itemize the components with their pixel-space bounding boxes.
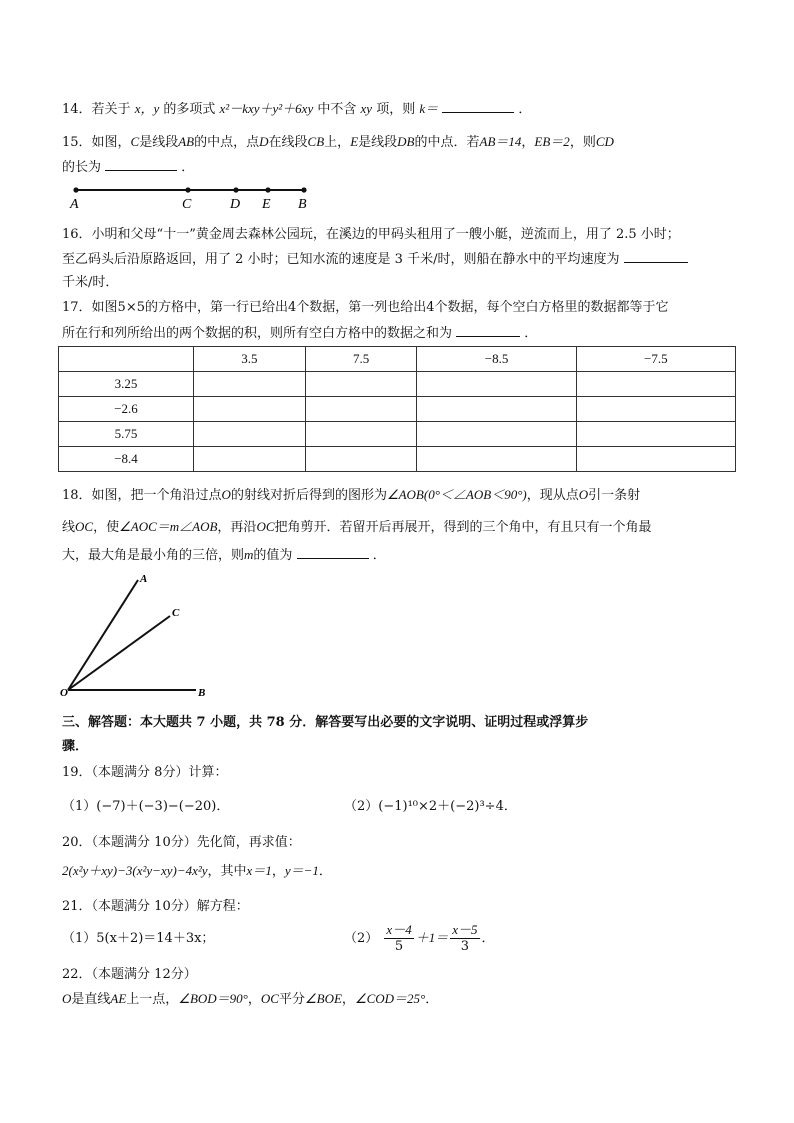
q21-mid: ＋1＝ — [415, 930, 449, 945]
question-14 — [62, 100, 531, 119]
question-15 — [62, 133, 614, 152]
q22-text: 平分 — [278, 992, 305, 1007]
label-d: D — [230, 197, 241, 212]
q15-segment-figure — [60, 180, 320, 212]
q18-text: 线 — [62, 520, 76, 535]
q18-condition: (0°＜∠AOB＜90°) — [423, 487, 527, 502]
q15-text: 的中点．若 — [414, 135, 480, 150]
blank-cell[interactable] — [576, 422, 735, 447]
q15-var: C — [130, 134, 140, 149]
fraction-1 — [384, 922, 413, 955]
question-16-line2 — [62, 250, 688, 269]
q15-text: 是线段 — [139, 135, 179, 150]
question-22-text — [62, 990, 438, 1009]
table-row — [59, 447, 736, 472]
row-label-cell: −8.4 — [59, 447, 194, 472]
answer-blank-17[interactable] — [456, 324, 520, 337]
question-15-line2 — [62, 158, 194, 177]
question-16-line1: 16．小明和父母“十一”黄金周去森林公园玩，在溪边的甲码头租用了一艘小艇，逆流而上，用了 2.5 小时； — [62, 227, 680, 242]
denominator: 5 — [394, 939, 404, 954]
table-header-cell: −8.5 — [417, 347, 576, 372]
q22-end: ． — [425, 992, 439, 1007]
q18-angle: ∠AOB — [386, 487, 424, 502]
q18-text: 大，最大角是最小角的三倍，则 — [62, 548, 245, 563]
table-row — [59, 372, 736, 397]
q22-cond: ∠BOE — [304, 991, 342, 1006]
q15-text: ， — [521, 135, 535, 150]
question-20-expression — [62, 862, 332, 881]
q15-end: ． — [181, 160, 195, 175]
label-c: C — [172, 607, 180, 619]
q14-vars: x，y — [134, 101, 160, 116]
q14-text: 中不含 — [317, 102, 357, 117]
q14-term: xy — [360, 101, 373, 116]
question-21-part1: （1）5(x＋2)＝14＋3x； — [62, 931, 215, 946]
blank-cell[interactable] — [194, 447, 306, 472]
q14-k: k＝ — [419, 101, 439, 116]
q22-cond: ∠BOD＝90° — [178, 991, 248, 1006]
table-header-row — [59, 347, 736, 372]
answer-blank-14[interactable] — [442, 100, 514, 113]
q18-text: 的值为 — [253, 548, 293, 563]
blank-cell[interactable] — [417, 422, 576, 447]
point-b — [301, 187, 306, 192]
section-3-heading-cont: 骤． — [62, 739, 89, 754]
answer-blank-16[interactable] — [624, 250, 688, 263]
q17-grid-table — [58, 346, 736, 472]
question-18-line2 — [62, 518, 652, 537]
ray-oc — [68, 616, 170, 690]
q15-text: 在线段 — [268, 135, 308, 150]
blank-cell[interactable] — [305, 397, 417, 422]
row-label-cell: 3.25 — [59, 372, 194, 397]
q18-end: ． — [372, 548, 386, 563]
question-18-line3 — [62, 546, 386, 565]
label-a: A — [140, 573, 148, 585]
question-20-title: 20．（本题满分 10分）先化简，再求值： — [62, 835, 301, 850]
q18-var: OC — [75, 519, 94, 534]
q14-end: ． — [518, 102, 532, 117]
q15-var: E — [350, 134, 359, 149]
q15-eq: EB＝2 — [534, 134, 570, 149]
q20-x: x＝1 — [246, 863, 272, 878]
label-e: E — [262, 197, 271, 212]
label-b: B — [298, 197, 307, 212]
q18-relation: ∠AOC＝m∠AOB — [119, 519, 218, 534]
numerator: x－4 — [386, 922, 412, 937]
question-19-part1: （1）(−7)＋(−3)−(−20)． — [62, 799, 230, 814]
blank-cell[interactable] — [417, 372, 576, 397]
answer-blank-15[interactable] — [105, 158, 177, 171]
q15-var: AB — [178, 134, 195, 149]
point-d — [233, 187, 238, 192]
point-e — [265, 187, 270, 192]
table-row — [59, 422, 736, 447]
q18-text: ，使 — [93, 520, 120, 535]
q22-text: ， — [341, 992, 355, 1007]
blank-cell[interactable] — [576, 372, 735, 397]
q15-text: 的长为 — [62, 160, 102, 175]
question-21-part2 — [344, 920, 495, 957]
q17-end: ． — [524, 326, 538, 341]
q18-text: ，再沿 — [217, 520, 257, 535]
question-18-line1 — [62, 486, 640, 505]
blank-cell[interactable] — [417, 397, 576, 422]
label-o: O — [60, 687, 68, 699]
question-17-line1: 17．如图5×5的方格中，第一行已给出4个数据，第一列也给出4个数据，每个空白方格里的数据都等于它 — [62, 300, 669, 315]
blank-cell[interactable] — [305, 372, 417, 397]
q15-text: 是线段 — [358, 135, 398, 150]
table-header-cell: 3.5 — [194, 347, 306, 372]
blank-cell[interactable] — [576, 447, 735, 472]
q22-var: O — [62, 991, 72, 1006]
table-corner-cell — [59, 347, 194, 372]
q22-text: 是直线 — [71, 992, 111, 1007]
q15-var: D — [259, 134, 269, 149]
q21-label: （2） — [344, 931, 379, 946]
question-19-part2: （2）(−1)¹⁰×2＋(−2)³÷4． — [344, 799, 517, 814]
fraction-2 — [450, 922, 479, 955]
blank-cell[interactable] — [194, 397, 306, 422]
point-c — [185, 187, 190, 192]
blank-cell[interactable] — [305, 422, 417, 447]
q15-var: CB — [307, 134, 325, 149]
q22-cond: ∠COD＝25° — [354, 991, 426, 1006]
denominator: 3 — [460, 939, 469, 954]
q14-prefix: 14．若关于 — [62, 102, 131, 117]
blank-cell[interactable] — [305, 447, 417, 472]
q14-text: 项，则 — [376, 102, 416, 117]
table-row — [59, 397, 736, 422]
q18-text: 的射线对折后得到的图形为 — [230, 488, 387, 503]
numerator: x－5 — [452, 922, 478, 937]
q18-var: m — [244, 547, 254, 562]
table-header-cell: 7.5 — [305, 347, 417, 372]
question-17-line2 — [62, 324, 537, 343]
label-c: C — [182, 197, 192, 212]
q20-expr: 2(x²y＋xy)−3(x²y−xy)−4x²y — [62, 863, 208, 878]
q18-angle-figure — [58, 570, 218, 702]
q15-eq: AB＝14 — [479, 134, 522, 149]
q20-text: ，其中 — [207, 864, 247, 879]
q22-var: OC — [260, 991, 279, 1006]
q18-var: O — [221, 487, 231, 502]
section-3-heading: 三、解答题：本大题共 7 小题，共 78 分．解答要写出必要的文字说明、证明过程或浮算步 — [62, 715, 589, 730]
q15-var: CD — [595, 134, 614, 149]
q18-var: O — [578, 487, 589, 502]
q18-text: ，现从点 — [526, 488, 579, 503]
q20-end: ． — [318, 864, 332, 879]
row-label-cell: 5.75 — [59, 422, 194, 447]
q22-text: 上一点， — [126, 992, 179, 1007]
question-16-line3: 千米/时． — [62, 275, 119, 290]
label-a: A — [70, 197, 79, 212]
q15-text: 上， — [324, 135, 351, 150]
q18-text: 把角剪开．若留开后再展开，得到的三个角中，有且只有一个角最 — [274, 520, 652, 535]
blank-cell[interactable] — [194, 422, 306, 447]
q14-text: 的多项式 — [163, 102, 216, 117]
q20-text: ， — [271, 864, 285, 879]
blank-cell[interactable] — [417, 447, 576, 472]
q14-polynomial: x²－kxy＋y²＋6xy — [219, 101, 314, 116]
question-19-title: 19．（本题满分 8分）计算： — [62, 765, 228, 780]
point-a — [73, 187, 78, 192]
q15-text: ，则 — [569, 135, 596, 150]
row-label-cell: −2.6 — [59, 397, 194, 422]
answer-blank-18[interactable] — [297, 546, 369, 559]
q22-var: AE — [110, 991, 127, 1006]
blank-cell[interactable] — [194, 372, 306, 397]
table-header-cell: −7.5 — [576, 347, 735, 372]
q17-text: 所在行和列所给出的两个数据的积，则所有空白方格中的数据之和为 — [62, 326, 453, 341]
q20-y: y＝−1 — [284, 863, 319, 878]
question-21-title: 21．（本题满分 10分）解方程： — [62, 899, 249, 914]
q15-text: 15．如图， — [62, 135, 131, 150]
q21-end: ． — [481, 931, 495, 946]
q15-text: 的中点，点 — [194, 135, 260, 150]
q15-var: DB — [397, 134, 415, 149]
blank-cell[interactable] — [576, 397, 735, 422]
label-b: B — [198, 687, 206, 699]
ray-oa — [68, 580, 138, 690]
q16-text: 至乙码头后沿原路返回，用了 2 小时；已知水流的速度是 3 千米/时，则船在静水中的平均速度为 — [62, 252, 620, 267]
q18-text: 18．如图，把一个角沿过点 — [62, 488, 222, 503]
q22-text: ， — [247, 992, 261, 1007]
question-22-title: 22．（本题满分 12分） — [62, 967, 197, 982]
q18-text: 引一条射 — [588, 488, 641, 503]
q18-var: OC — [256, 519, 275, 534]
